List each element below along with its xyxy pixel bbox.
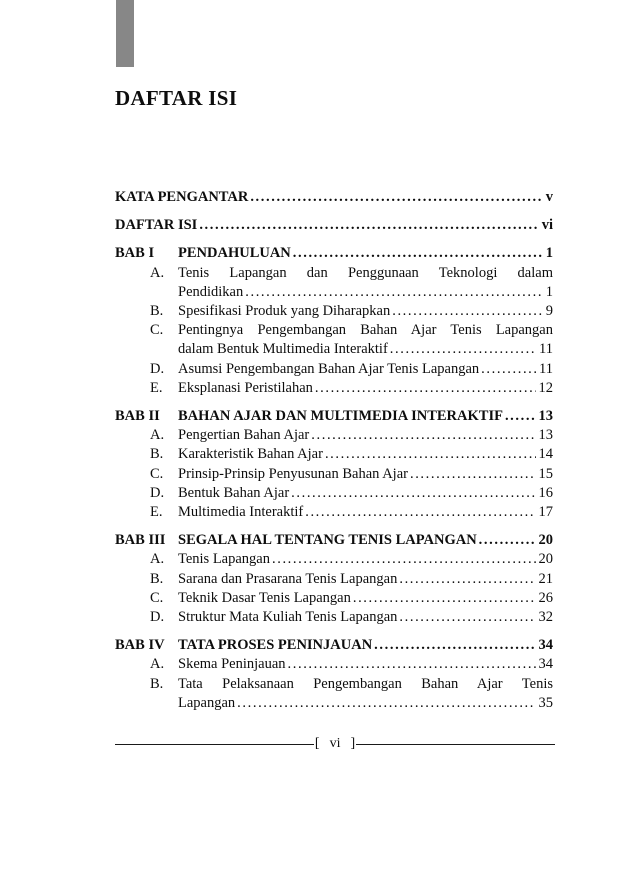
toc-entry-body: [178, 407, 553, 426]
toc-entry-body: [178, 244, 553, 263]
toc-entry-page-number: 9: [545, 303, 553, 320]
dot-leader: [245, 283, 543, 302]
toc-entry-text: Skema Peninjauan: [178, 656, 286, 673]
toc-entry-body: [178, 531, 553, 550]
dot-leader: [390, 340, 536, 359]
toc-entry-last-line: [178, 445, 553, 464]
dot-leader: [374, 636, 535, 655]
toc-entry-text: Bentuk Bahan Ajar: [178, 484, 290, 501]
toc-entry-text: Karakteristik Bahan Ajar: [178, 446, 323, 463]
toc-entry-text: Sarana dan Prasarana Tenis Lapangan: [178, 570, 398, 587]
toc-entry-label: E.: [150, 379, 163, 396]
toc-entry-last-line: [178, 608, 553, 627]
toc-entry: [115, 379, 553, 398]
toc-entry: [115, 531, 553, 550]
toc-entry-last-line: [178, 503, 553, 522]
toc-entry-body: [178, 465, 553, 484]
footer-page-number: vi: [329, 736, 341, 751]
table-of-contents: [115, 188, 553, 713]
toc-entry-last-line: [178, 484, 553, 503]
dot-leader: [353, 589, 536, 608]
dot-leader: [505, 407, 536, 426]
toc-entry-label: C.: [150, 322, 164, 339]
toc-entry-body: [178, 550, 553, 569]
dot-leader: [293, 244, 543, 263]
toc-entry: [115, 244, 553, 263]
toc-entry-label: B.: [150, 570, 164, 587]
dot-leader: [410, 465, 536, 484]
toc-entry-last-line: [178, 531, 553, 550]
toc-entry-body: [178, 264, 553, 302]
toc-entry-page-number: 20: [538, 532, 553, 549]
dot-leader: [250, 188, 542, 207]
toc-entry-body: [178, 655, 553, 674]
toc-entry-text: Eksplanasi Peristilahan: [178, 379, 313, 396]
page-title: DAFTAR ISI: [115, 86, 238, 110]
toc-entry-body: [178, 484, 553, 503]
toc-entry-label: C.: [150, 589, 164, 606]
footer-rule-left: [115, 744, 314, 745]
toc-entry-last-line: [178, 360, 553, 379]
toc-entry-last-line: [115, 188, 553, 207]
toc-entry: [115, 445, 553, 464]
toc-entry-body: [178, 321, 553, 359]
toc-entry-last-line: [178, 379, 553, 398]
toc-entry-last-line: [178, 340, 553, 359]
toc-entry-page-number: 1: [545, 245, 553, 262]
toc-entry-text-line: Tata Pelaksanaan Pengembangan Bahan Ajar Tenis: [178, 675, 553, 692]
toc-entry: [115, 188, 553, 207]
toc-entry-body: [178, 636, 553, 655]
toc-entry-last-line: [178, 655, 553, 674]
toc-entry-page-number: 11: [539, 341, 553, 358]
toc-entry-body: [178, 503, 553, 522]
toc-entry-page-number: 26: [538, 589, 553, 606]
toc-entry: [115, 550, 553, 569]
dot-leader: [311, 426, 535, 445]
toc-entry: [115, 570, 553, 589]
toc-entry-last-line: [178, 283, 553, 302]
toc-entry-body: [178, 570, 553, 589]
dot-leader: [479, 531, 536, 550]
toc-entry-text: Asumsi Pengembangan Bahan Ajar Tenis Lapangan: [178, 360, 480, 377]
toc-entry-body: [178, 360, 553, 379]
toc-entry-text: PENDAHULUAN: [178, 245, 291, 262]
toc-entry-page-number: 14: [538, 446, 553, 463]
toc-entry-page-number: 13: [538, 427, 553, 444]
toc-entry-body: [115, 188, 553, 207]
dot-leader: [325, 445, 536, 464]
toc-entry-body: [178, 302, 553, 321]
toc-entry-last-line: [178, 636, 553, 655]
toc-entry-text-line: Pentingnya Pengembangan Bahan Ajar Tenis Lapangan: [178, 322, 553, 339]
dot-leader: [288, 655, 536, 674]
toc-entry-last-line: [178, 244, 553, 263]
dot-leader: [199, 216, 538, 235]
toc-entry-page-number: 34: [538, 637, 553, 654]
toc-entry: [115, 675, 553, 713]
toc-entry-page-number: vi: [541, 217, 553, 234]
toc-entry-label: D.: [150, 484, 165, 501]
dot-leader: [315, 379, 536, 398]
dot-leader: [305, 503, 535, 522]
toc-entry-last-line: [178, 465, 553, 484]
page-footer: [115, 736, 555, 752]
toc-entry-label: BAB III: [115, 532, 166, 549]
toc-entry-label: B.: [150, 446, 164, 463]
toc-entry: [115, 503, 553, 522]
toc-entry-page-number: 12: [538, 379, 553, 396]
toc-entry-page-number: 35: [538, 694, 553, 711]
toc-entry-text: Lapangan: [178, 694, 236, 711]
toc-entry: [115, 426, 553, 445]
toc-entry-label: A.: [150, 551, 165, 568]
toc-entry: [115, 264, 553, 302]
dot-leader: [291, 484, 535, 503]
toc-entry-body: [178, 445, 553, 464]
toc-entry: [115, 360, 553, 379]
toc-entry-page-number: 1: [545, 283, 553, 300]
toc-entry-label: A.: [150, 427, 165, 444]
toc-entry: [115, 655, 553, 674]
toc-entry-last-line: [178, 694, 553, 713]
toc-entry-text: Prinsip-Prinsip Penyusunan Bahan Ajar: [178, 465, 408, 482]
toc-entry-last-line: [178, 302, 553, 321]
toc-entry-text: Pengertian Bahan Ajar: [178, 427, 310, 444]
dot-leader: [237, 694, 535, 713]
toc-entry: [115, 407, 553, 426]
toc-entry-body: [178, 426, 553, 445]
toc-entry-label: BAB I: [115, 245, 155, 262]
toc-entry: [115, 636, 553, 655]
toc-entry-page-number: 13: [538, 408, 553, 425]
toc-entry-page-number: 16: [538, 484, 553, 501]
toc-entry-text: Teknik Dasar Tenis Lapangan: [178, 589, 351, 606]
toc-entry-text-line: Tenis Lapangan dan Penggunaan Teknologi dalam: [178, 264, 553, 281]
toc-entry-body: [178, 675, 553, 713]
dot-leader: [399, 570, 535, 589]
dot-leader: [481, 360, 536, 379]
toc-entry-text: Tenis Lapangan: [178, 551, 270, 568]
toc-entry: [115, 321, 553, 359]
toc-entry-body: [115, 216, 553, 235]
toc-entry-text: Multimedia Interaktif: [178, 504, 304, 521]
toc-entry-page-number: 34: [538, 656, 553, 673]
toc-entry-page-number: 20: [538, 551, 553, 568]
toc-entry: [115, 608, 553, 627]
toc-entry-page-number: 32: [538, 609, 553, 626]
toc-entry-last-line: [178, 570, 553, 589]
toc-entry-label: D.: [150, 609, 165, 626]
footer-left-bracket: [: [314, 736, 320, 751]
toc-entry-label: C.: [150, 465, 164, 482]
toc-entry-text: SEGALA HAL TENTANG TENIS LAPANGAN: [178, 532, 477, 549]
toc-entry-label: E.: [150, 504, 163, 521]
toc-entry-page-number: 15: [538, 465, 553, 482]
toc-entry-page-number: 11: [539, 360, 553, 377]
toc-entry-last-line: [178, 550, 553, 569]
toc-entry-last-line: [178, 407, 553, 426]
toc-entry-page-number: v: [545, 189, 553, 205]
toc-entry: [115, 465, 553, 484]
toc-entry-text: DAFTAR ISI: [115, 217, 198, 234]
toc-entry-body: [178, 608, 553, 627]
toc-entry-text: dalam Bentuk Multimedia Interaktif: [178, 341, 388, 358]
toc-entry-text: Struktur Mata Kuliah Tenis Lapangan: [178, 609, 398, 626]
toc-entry-label: A.: [150, 264, 165, 281]
toc-entry-label: BAB IV: [115, 637, 165, 654]
toc-entry-text: BAHAN AJAR DAN MULTIMEDIA INTERAKTIF: [178, 408, 503, 425]
toc-entry-last-line: [115, 216, 553, 235]
toc-entry-label: B.: [150, 303, 164, 320]
toc-entry-label: BAB II: [115, 408, 160, 425]
toc-entry-label: B.: [150, 675, 164, 692]
toc-entry: [115, 589, 553, 608]
toc-entry-last-line: [178, 426, 553, 445]
toc-entry-label: D.: [150, 360, 165, 377]
toc-entry-last-line: [178, 589, 553, 608]
toc-entry-label: A.: [150, 656, 165, 673]
dot-leader: [272, 550, 536, 569]
footer-right-bracket: ]: [350, 736, 356, 751]
footer-rule-right: [356, 744, 555, 745]
dot-leader: [399, 608, 535, 627]
toc-entry: [115, 216, 553, 235]
toc-entry-text: Pendidikan: [178, 283, 244, 300]
toc-entry: [115, 302, 553, 321]
toc-entry-page-number: 21: [538, 570, 553, 587]
toc-entry-text: Spesifikasi Produk yang Diharapkan: [178, 303, 391, 320]
dot-leader: [392, 302, 543, 321]
toc-entry-page-number: 17: [538, 504, 553, 521]
toc-entry: [115, 484, 553, 503]
toc-entry-body: [178, 589, 553, 608]
toc-entry-text: KATA PENGANTAR: [115, 189, 249, 205]
toc-entry-body: [178, 379, 553, 398]
toc-entry-text: TATA PROSES PENINJAUAN: [178, 637, 373, 654]
scan-edge-gray-bar: [116, 0, 134, 67]
